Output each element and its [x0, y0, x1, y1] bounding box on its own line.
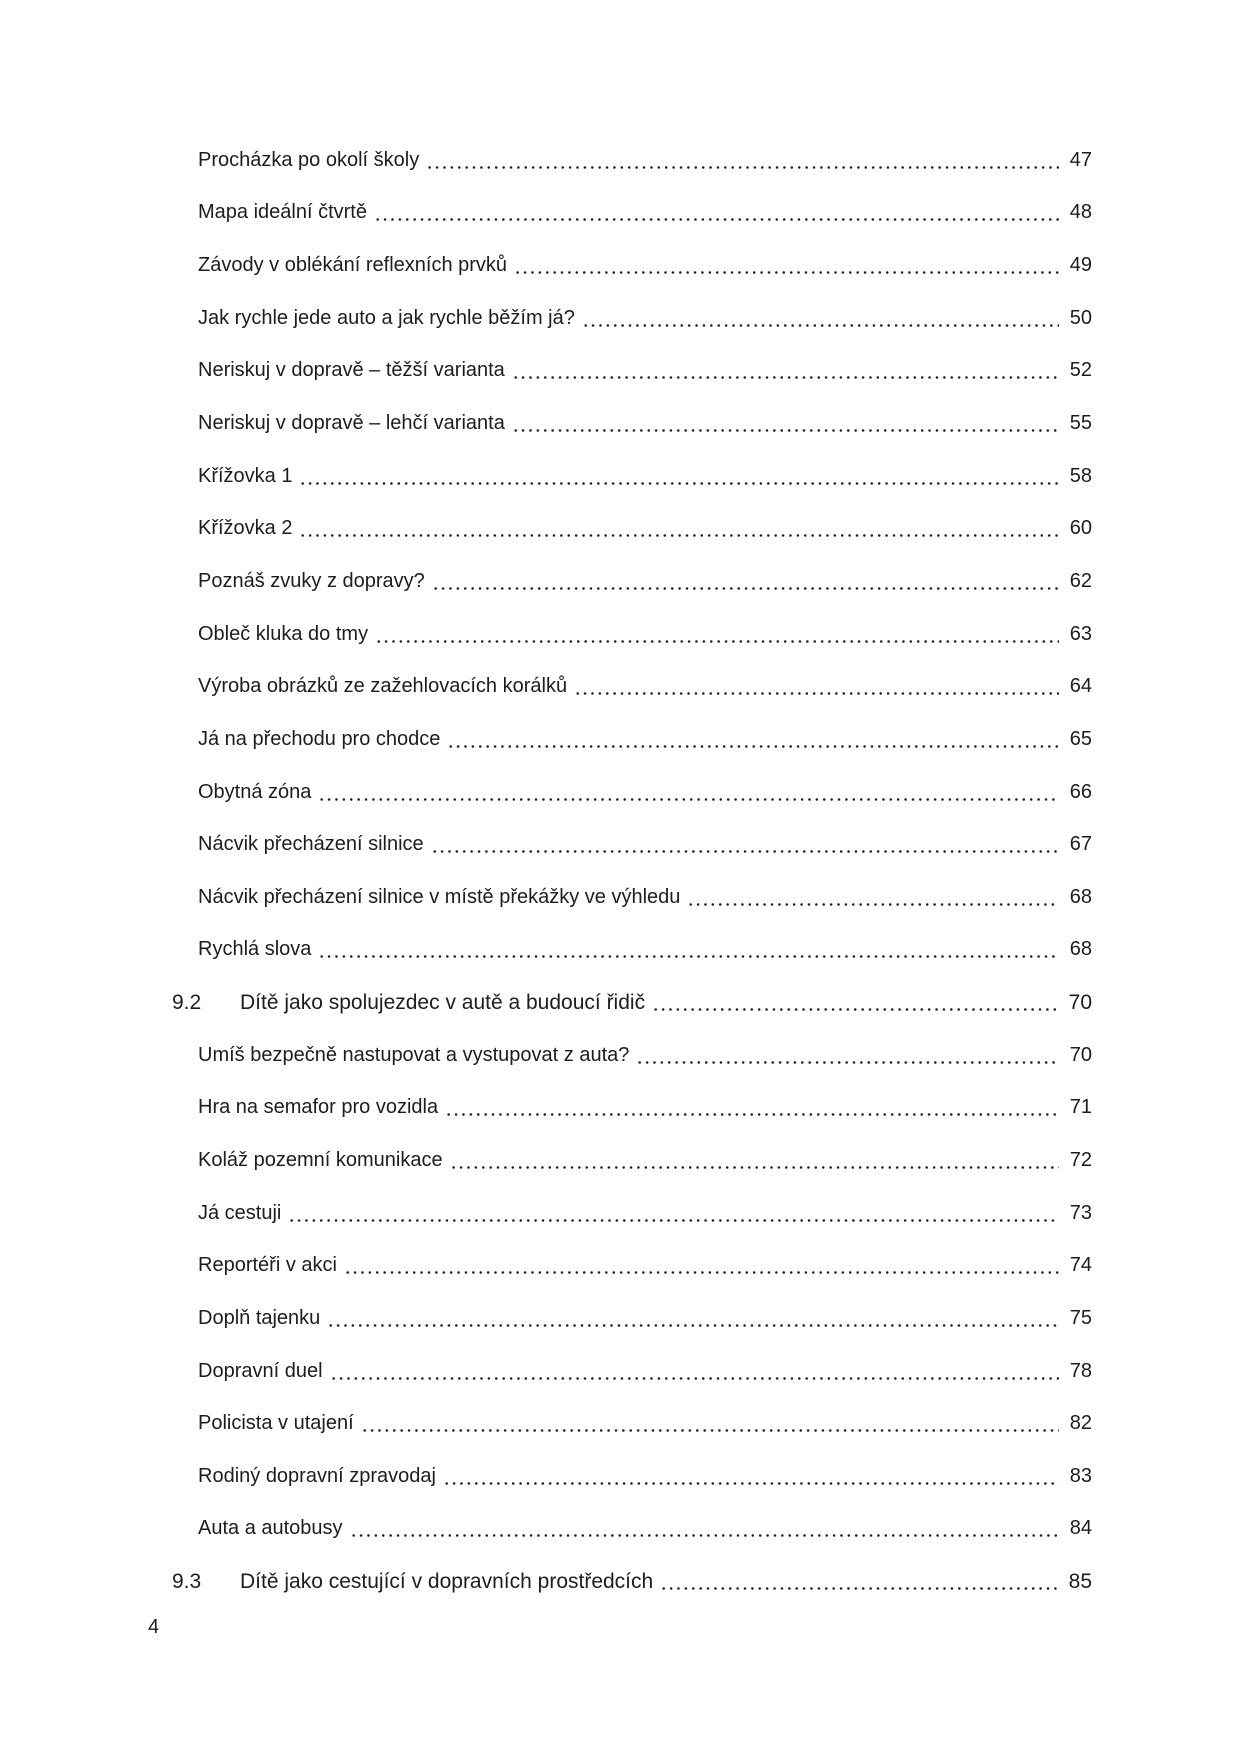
dot-leader	[431, 850, 1059, 853]
dot-leader	[574, 692, 1059, 695]
toc-entry-label: Křížovka 1	[198, 464, 293, 487]
toc-entry-label: Policista v utajení	[198, 1412, 354, 1435]
toc-entry-label: Koláž pozemní komunikace	[198, 1148, 443, 1171]
toc-section-number: 9.3	[172, 1569, 202, 1593]
toc-entry	[0, 1397, 1241, 1450]
toc-entry-label: Křížovka 2	[198, 517, 293, 540]
toc-entry-label: Výroba obrázků ze zažehlovacích korálků	[198, 675, 568, 698]
dot-leader	[361, 1429, 1059, 1432]
toc-page-number: 66	[1069, 780, 1092, 803]
toc-page-number: 50	[1069, 306, 1092, 329]
toc-entry	[0, 1503, 1241, 1556]
toc-page-number: 58	[1069, 464, 1092, 487]
toc-entry	[0, 397, 1241, 450]
toc-entry-label: Dítě jako spolujezdec v autě a budoucí řidič	[240, 990, 646, 1014]
dot-leader	[350, 1534, 1059, 1537]
toc-entry-label: Doplň tajenku	[198, 1306, 321, 1329]
toc-entry-label: Jak rychle jede auto a jak rychle běžím já?	[198, 306, 575, 329]
toc-entry	[0, 1187, 1241, 1240]
dot-leader	[687, 903, 1058, 906]
toc-page-number: 72	[1069, 1148, 1092, 1171]
toc-page-number: 82	[1069, 1412, 1092, 1435]
toc-page-number: 60	[1069, 517, 1092, 540]
toc-entry	[0, 818, 1241, 871]
toc-entry-label: Rychlá slova	[198, 938, 312, 961]
toc-page-number: 63	[1069, 622, 1092, 645]
toc-entry	[0, 134, 1241, 187]
dot-leader	[299, 482, 1058, 485]
dot-leader	[432, 587, 1059, 590]
toc-entry	[0, 345, 1241, 398]
toc-entry-label: Reportéři v akci	[198, 1254, 337, 1277]
toc-page-number: 62	[1069, 569, 1092, 592]
toc-entry-label: Procházka po okolí školy	[198, 148, 420, 171]
toc-page-number: 84	[1069, 1517, 1092, 1540]
dot-leader	[450, 1166, 1059, 1169]
toc-entry	[0, 871, 1241, 924]
toc-entry	[0, 555, 1241, 608]
dot-leader	[318, 955, 1058, 958]
toc-section-number: 9.2	[172, 990, 202, 1014]
dot-leader	[318, 798, 1058, 801]
dot-leader	[374, 218, 1059, 221]
toc-entry	[0, 292, 1241, 345]
dot-leader	[445, 1113, 1059, 1116]
toc-entry	[0, 1239, 1241, 1292]
dot-leader	[443, 1482, 1059, 1485]
toc-page-number: 55	[1069, 412, 1092, 435]
toc-entry-label: Nácvik přecházení silnice	[198, 833, 424, 856]
toc-entry-label: Hra na semafor pro vozidla	[198, 1096, 439, 1119]
dot-leader	[375, 640, 1059, 643]
dot-leader	[330, 1377, 1059, 1380]
table-of-contents	[0, 134, 1241, 1608]
toc-entry-label: Obleč kluka do tmy	[198, 622, 369, 645]
dot-leader	[512, 429, 1059, 432]
toc-entry	[0, 239, 1241, 292]
toc-section-heading	[0, 976, 1241, 1029]
toc-entry	[0, 187, 1241, 240]
dot-leader	[636, 1061, 1058, 1064]
dot-leader	[582, 324, 1059, 327]
toc-entry-label: Já cestuji	[198, 1201, 282, 1224]
toc-page-number: 67	[1069, 833, 1092, 856]
toc-entry	[0, 1450, 1241, 1503]
dot-leader	[514, 271, 1059, 274]
toc-page-number: 49	[1069, 254, 1092, 277]
toc-page-number: 68	[1069, 885, 1092, 908]
toc-entry	[0, 924, 1241, 977]
dot-leader	[299, 534, 1058, 537]
dot-leader	[447, 745, 1058, 748]
dot-leader	[652, 1008, 1058, 1011]
toc-page-number: 71	[1069, 1096, 1092, 1119]
toc-section-heading	[0, 1555, 1241, 1608]
toc-entry-label: Rodiný dopravní zpravodaj	[198, 1464, 436, 1487]
toc-entry-label: Nácvik přecházení silnice v místě překážky ve výhledu	[198, 885, 681, 908]
toc-entry-label: Neriskuj v dopravě – těžší varianta	[198, 359, 505, 382]
toc-entry	[0, 608, 1241, 661]
toc-page-number: 73	[1069, 1201, 1092, 1224]
toc-page-number: 68	[1069, 938, 1092, 961]
toc-entry	[0, 1345, 1241, 1398]
toc-page-number: 70	[1069, 1043, 1092, 1066]
toc-entry	[0, 766, 1241, 819]
toc-page-number: 47	[1069, 148, 1092, 171]
toc-page-number: 85	[1068, 1569, 1092, 1593]
toc-entry	[0, 660, 1241, 713]
toc-page-number: 75	[1069, 1306, 1092, 1329]
toc-entry	[0, 502, 1241, 555]
toc-page-number: 74	[1069, 1254, 1092, 1277]
dot-leader	[660, 1587, 1057, 1590]
toc-entry-label: Obytná zóna	[198, 780, 312, 803]
toc-entry-label: Dítě jako cestující v dopravních prostředcích	[240, 1569, 654, 1593]
toc-entry-label: Mapa ideální čtvrtě	[198, 201, 367, 224]
toc-entry-label: Já na přechodu pro chodce	[198, 727, 441, 750]
toc-page-number: 52	[1069, 359, 1092, 382]
toc-entry	[0, 1029, 1241, 1082]
toc-entry	[0, 713, 1241, 766]
toc-entry	[0, 1082, 1241, 1135]
dot-leader	[426, 166, 1059, 169]
toc-entry-label: Závody v oblékání reflexních prvků	[198, 254, 508, 277]
dot-leader	[512, 376, 1059, 379]
toc-entry-label: Umíš bezpečně nastupovat a vystupovat z auta?	[198, 1043, 630, 1066]
footer-page-number: 4	[148, 1616, 160, 1638]
toc-page-number: 64	[1069, 675, 1092, 698]
toc-entry-label: Neriskuj v dopravě – lehčí varianta	[198, 412, 505, 435]
toc-page-number: 48	[1069, 201, 1092, 224]
toc-entry	[0, 450, 1241, 503]
toc-entry-label: Auta a autobusy	[198, 1517, 343, 1540]
dot-leader	[327, 1324, 1058, 1327]
toc-page-number: 78	[1069, 1359, 1092, 1382]
dot-leader	[288, 1219, 1058, 1222]
toc-page-number: 65	[1069, 727, 1092, 750]
toc-page-number: 83	[1069, 1464, 1092, 1487]
toc-page-number: 70	[1068, 990, 1092, 1014]
toc-entry	[0, 1292, 1241, 1345]
toc-entry	[0, 1134, 1241, 1187]
dot-leader	[344, 1271, 1059, 1274]
toc-entry-label: Poznáš zvuky z dopravy?	[198, 569, 425, 592]
toc-entry-label: Dopravní duel	[198, 1359, 323, 1382]
